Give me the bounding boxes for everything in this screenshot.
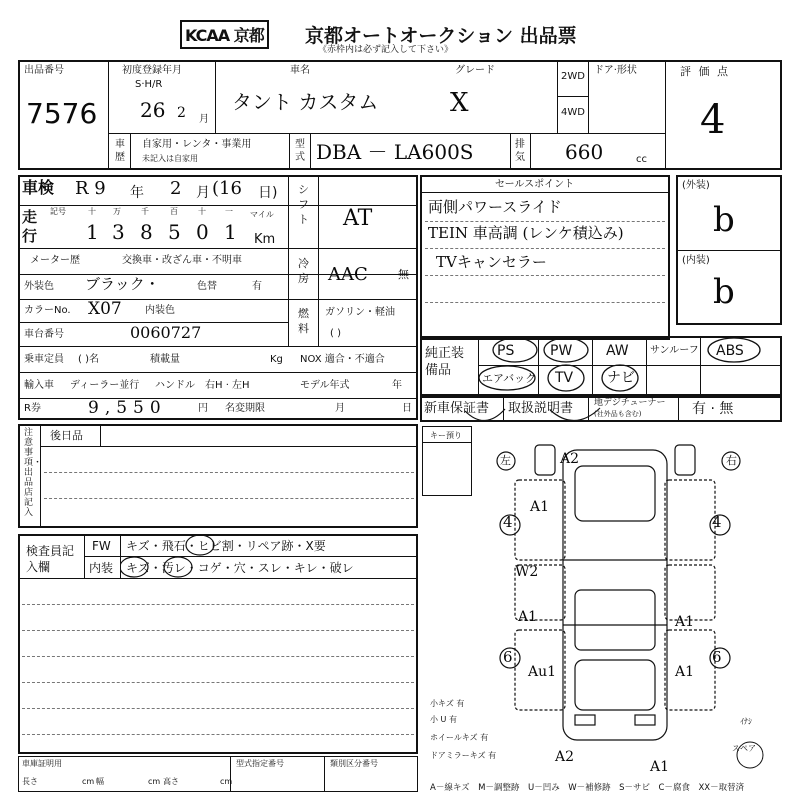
small-dent: 小 U 有 [430,715,457,724]
inspector-int-text: キズ・汚レ・コゲ・穴・スレ・キレ・破レ [126,561,354,575]
mark-a1-front: A1 [530,499,550,515]
mileage-digit-1: 3 [112,220,125,244]
dims-width: 幅 [96,777,104,786]
equip-airbag: エアバック [482,372,537,385]
grade-label: グレード [455,65,495,76]
spare-label: スペア [732,744,756,753]
sales-label: セールスポイント [495,179,575,190]
load-unit: Kg [270,354,283,365]
equip-tv: TV [555,370,574,386]
dims-length: 長さ [22,777,38,786]
model-year-unit: 年 [392,380,402,391]
ac-value: AAC [328,264,368,285]
chassis-value: 0060727 [130,323,202,342]
mark-4-left: 4 [503,513,513,531]
key-label: キー預り [430,431,462,440]
sales-line-2: TEIN 車高調 (レンケ積込み) [428,224,624,242]
nox-label: NOX 適合・不適合 [300,354,385,365]
mark-a1-bottom: A1 [650,759,670,775]
drive-2wd: 2WD [561,71,585,82]
model-label: 型式 [295,139,305,163]
interior-label: (内装) [682,255,710,266]
listing-no-value: 7576 [26,97,98,130]
handle-options: 右H · 左H [205,380,250,391]
docs-options: 有 · 無 [692,401,734,417]
capacity-label: 乗車定員 [24,354,64,365]
inspection-label: 車検 [22,178,55,197]
dims-cm-3: cm [220,777,233,786]
chassis-label: 車台番号 [24,329,64,340]
mileage-digit-4: 0 [196,220,209,244]
fuel-options: ガソリン・軽油 [325,307,395,318]
docs-warranty: 新車保証書 [424,401,490,416]
mark-w2: W2 [515,564,539,580]
inspector-fw-text: キズ・飛石・ヒビ割・リペア跡・X要 [126,539,326,553]
mileage-unit-1: 万 [113,207,121,216]
grade-value: X [450,88,469,118]
inspection-day: (16 [212,178,242,199]
history-sub: 未記入は自家用 [142,154,198,163]
history-label: 車歴 [115,139,125,163]
equip-pw: PW [550,343,573,359]
mileage-unit-4: 十 [198,207,206,216]
disp-value: 660 [565,140,604,164]
fuel-label: 燃料 [298,307,309,335]
color-int-label: 内装色 [145,305,175,316]
dims-certified: 車庫証明用 [22,759,62,768]
mark-a1-rear: A1 [675,664,695,680]
mark-a2-bottom: A2 [555,749,575,765]
inspection-month: 2 [170,178,182,199]
inspection-value: R 9 [75,178,106,199]
equip-abs: ABS [716,343,744,359]
equip-aw: AW [606,343,629,359]
mileage-unit-2: 千 [141,207,149,216]
meter-options: 交換車・改ざん車・不明車 [122,255,242,266]
drive-4wd: 4WD [561,107,585,118]
reg-year: 26 [140,98,166,122]
reg-month-unit: 月 [199,114,209,125]
mileage-label: 走行 [22,208,38,245]
color-change-label: 色替 [197,281,217,292]
expire-month: 月 [335,403,345,414]
docs-digital: 地デジチューナー [594,398,666,408]
small-scratch: 小キズ 有 [430,699,465,708]
shift-value: AT [343,206,373,231]
mark-au1: Au1 [528,664,557,680]
import-dealer: ディーラー並行 [70,380,140,391]
expire-label: 名変期限 [225,403,265,414]
mileage-digits-label: 記号 [50,207,66,216]
damage-legend: A－線キズ M－調整跡 U－凹み W－補修跡 S－サビ C－腐食 XX－取替済 [430,783,745,793]
mileage-unit-5: 一 [225,207,233,216]
capacity-paren: ( )名 [78,354,99,365]
mark-6-left: 6 [503,648,513,666]
mark-6-right: 6 [712,648,722,666]
car-name-value: タント カスタム [232,90,379,114]
diagram-right: 右 [726,454,737,467]
mileage-digit-0: 1 [86,220,99,244]
door-label: ドア·形状 [594,65,637,76]
sales-line-3: TVキャンセラー [436,253,547,271]
reg-label: 初度登録年月 [122,65,182,76]
logo-mark: KCAA 京都 [180,20,269,49]
mileage-digit-2: 8 [140,220,153,244]
meter-label: メーター歴 [30,255,80,266]
score-value: 4 [700,97,726,143]
handle-label: ハンドル [155,380,195,391]
reg-era: S·H/R [135,79,163,90]
sales-line-1: 両側パワースライド [428,198,562,216]
mileage-unit-6: マイル [250,210,274,219]
inspector-fw: FW [92,539,111,553]
exterior-value: b [713,200,735,240]
notes-label: 注意事項・出品店記入 [24,428,43,518]
reg-month: 2 [177,105,186,121]
notes-rear: 後日品 [50,429,83,442]
recycle-label: R券 [24,403,41,414]
mark-a1-right: A1 [675,614,695,630]
dims-cm-2: cm [148,777,161,786]
import-label: 輸入車 [24,380,54,391]
inspection-month-unit: 月 [196,185,210,201]
color-ext-value: ブラック・ [85,275,160,293]
load-label: 積載量 [150,354,180,365]
dims-class-no: 類別区分番号 [330,759,378,768]
mark-4-right: 4 [712,513,722,531]
shift-label: シフト [298,183,309,226]
equip-sunroof: サンルーフ [650,345,699,356]
recycle-value: 9,550 [88,398,167,418]
dims-height: 高さ [163,777,179,786]
diagram-left: 左 [500,454,511,467]
docs-digital-sub: (社外品も含む) [594,410,642,418]
inspector-circles [120,534,320,578]
inspection-year-unit: 年 [130,185,144,201]
mileage-digit-3: 5 [168,220,181,244]
inspector-label: 検査員記入欄 [26,544,75,574]
color-ext-label: 外装色 [24,281,54,292]
model-value: DBA － LA600S [316,140,474,164]
inspector-int: 内装 [89,561,114,575]
color-no-label: カラーNo. [24,305,71,316]
color-no-value: X07 [88,299,122,319]
car-name-label: 車名 [290,65,310,76]
wheel-scratch: ホイールキズ 有 [430,733,489,742]
car-diagram [475,430,785,780]
mirror-scratch: ドアミラーキズ 有 [430,751,497,760]
equipment-circles [420,336,782,396]
score-label: 評 価 点 [680,65,730,78]
expire-day: 日 [402,403,412,414]
inspection-day-unit: 日) [258,185,278,201]
color-change-value: 有 [252,281,262,292]
listing-no-label: 出品番号 [24,65,64,76]
exterior-label: (外装) [682,180,710,191]
mark-a2-top: A2 [560,451,580,467]
equipment-label: 純正装備品 [425,346,465,378]
docs-manual: 取扱説明書 [508,401,574,416]
ac-none: 無 [398,268,409,281]
equip-navi: ナビ [607,370,635,386]
mark-a1-left: A1 [518,609,538,625]
disp-unit: cc [636,154,647,165]
dims-model-no: 型式指定番号 [236,759,284,768]
mileage-unit-0: 十 [88,207,96,216]
mileage-km: Km [254,232,276,247]
dims-cm-1: cm [82,777,95,786]
recycle-yen: 円 [198,403,208,414]
mileage-digit-5: 1 [224,220,237,244]
disp-label: 排気 [515,139,525,163]
ac-label: 冷房 [298,257,309,285]
header-note: 《赤枠内は必ず記入して下さい》 [318,45,454,55]
mileage-unit-3: 百 [170,207,178,216]
model-year-label: モデル年式 [300,380,350,391]
logo [180,20,269,49]
interior-value: b [713,272,735,312]
equip-ps: PS [497,343,515,359]
page-title: 京都オートオークション 出品票 [305,25,577,47]
fuel-paren: ( ) [330,328,341,339]
spare-mark: ｲﾅｼ [740,717,752,726]
history-options: 自家用・レンタ・事業用 [142,139,252,150]
